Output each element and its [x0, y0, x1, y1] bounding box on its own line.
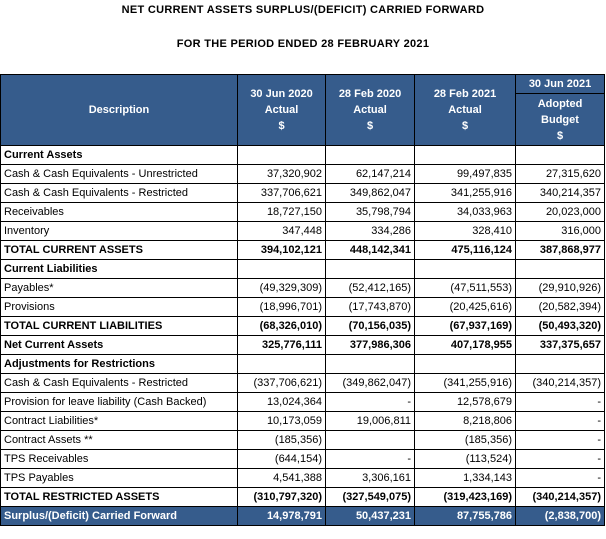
row-value: (68,326,010) — [238, 317, 326, 336]
row-value: 1,334,143 — [415, 469, 516, 488]
row-value — [516, 355, 605, 374]
row-value: 62,147,214 — [326, 165, 415, 184]
row-value: 340,214,357 — [516, 184, 605, 203]
header-adopted-label: Adopted — [537, 97, 583, 110]
table-row — [1, 165, 605, 184]
header-30jun2020-type: Actual — [264, 104, 299, 116]
row-label: Provision for leave liability (Cash Backed) — [1, 393, 238, 412]
row-label: Net Current Assets — [1, 336, 238, 355]
row-value: 475,116,124 — [415, 241, 516, 260]
section-header-row — [1, 260, 605, 279]
table-row — [1, 298, 605, 317]
table-header — [1, 75, 605, 146]
row-value: 20,023,000 — [516, 203, 605, 222]
row-label: Surplus/(Deficit) Carried Forward — [1, 507, 238, 526]
row-label: Payables* — [1, 279, 238, 298]
row-value: 325,776,111 — [238, 336, 326, 355]
row-value: (47,511,553) — [415, 279, 516, 298]
row-value — [326, 355, 415, 374]
row-value: 13,024,364 — [238, 393, 326, 412]
header-30jun2020-unit: $ — [278, 120, 285, 132]
row-value: 448,142,341 — [326, 241, 415, 260]
row-value: 387,868,977 — [516, 241, 605, 260]
row-label: Current Assets — [1, 146, 238, 165]
row-value: (50,493,320) — [516, 317, 605, 336]
table-body — [1, 146, 605, 526]
row-value: 337,706,621 — [238, 184, 326, 203]
header-30jun2021: 30 Jun 2021 — [516, 75, 605, 94]
row-value: (644,154) — [238, 450, 326, 469]
row-value: (349,862,047) — [326, 374, 415, 393]
row-value: 3,306,161 — [326, 469, 415, 488]
table-row — [1, 450, 605, 469]
row-value: 37,320,902 — [238, 165, 326, 184]
header-28feb2020-type: Actual — [353, 104, 387, 116]
row-value: 328,410 — [415, 222, 516, 241]
row-value: 347,448 — [238, 222, 326, 241]
row-label: Receivables — [1, 203, 238, 222]
row-value — [415, 355, 516, 374]
row-value — [415, 260, 516, 279]
row-label: TOTAL CURRENT ASSETS — [1, 241, 238, 260]
row-value: (52,412,165) — [326, 279, 415, 298]
row-value: 87,755,786 — [415, 507, 516, 526]
section-header-row — [1, 355, 605, 374]
table-row — [1, 222, 605, 241]
header-28feb2021 — [415, 75, 516, 146]
surplus-row — [1, 507, 605, 526]
row-value: (310,797,320) — [238, 488, 326, 507]
total-row — [1, 317, 605, 336]
row-value: 10,173,059 — [238, 412, 326, 431]
table-row — [1, 393, 605, 412]
report-title: NET CURRENT ASSETS SURPLUS/(DEFICIT) CARRIED FORWARD — [121, 4, 485, 16]
row-value: - — [516, 469, 605, 488]
row-label: Cash & Cash Equivalents - Unrestricted — [1, 165, 238, 184]
row-value — [326, 146, 415, 165]
header-28feb2020-unit: $ — [366, 120, 374, 132]
row-value: 12,578,679 — [415, 393, 516, 412]
row-value: - — [516, 412, 605, 431]
row-value: 334,286 — [326, 222, 415, 241]
table-row — [1, 184, 605, 203]
header-budget-label: Budget — [541, 113, 579, 126]
header-28feb2021-date: 28 Feb 2021 — [433, 88, 497, 100]
row-value — [326, 260, 415, 279]
row-value — [238, 355, 326, 374]
row-value: 394,102,121 — [238, 241, 326, 260]
row-value: 316,000 — [516, 222, 605, 241]
row-value: (340,214,357) — [516, 374, 605, 393]
row-value: 50,437,231 — [326, 507, 415, 526]
row-value: (327,549,075) — [326, 488, 415, 507]
row-label: Inventory — [1, 222, 238, 241]
table-row — [1, 374, 605, 393]
header-28feb2021-type: Actual — [448, 104, 482, 116]
row-value: (319,423,169) — [415, 488, 516, 507]
report-subtitle: FOR THE PERIOD ENDED 28 FEBRUARY 2021 — [176, 38, 430, 50]
row-value: (70,156,035) — [326, 317, 415, 336]
row-value: 377,986,306 — [326, 336, 415, 355]
row-label: TPS Payables — [1, 469, 238, 488]
row-value: (185,356) — [415, 431, 516, 450]
row-value: (17,743,870) — [326, 298, 415, 317]
row-value: 99,497,835 — [415, 165, 516, 184]
row-value: (29,910,926) — [516, 279, 605, 298]
row-value: (185,356) — [238, 431, 326, 450]
row-value — [415, 146, 516, 165]
table-row — [1, 412, 605, 431]
row-label: Cash & Cash Equivalents - Restricted — [1, 184, 238, 203]
row-value: 14,978,791 — [238, 507, 326, 526]
row-value: (2,838,700) — [516, 507, 605, 526]
row-value — [516, 146, 605, 165]
row-label: Current Liabilities — [1, 260, 238, 279]
row-value: 407,178,955 — [415, 336, 516, 355]
row-value — [238, 260, 326, 279]
row-value: 337,375,657 — [516, 336, 605, 355]
row-value: (67,937,169) — [415, 317, 516, 336]
table-row — [1, 431, 605, 450]
row-value: (18,996,701) — [238, 298, 326, 317]
row-value: 4,541,388 — [238, 469, 326, 488]
row-value: 35,798,794 — [326, 203, 415, 222]
row-label: TOTAL CURRENT LIABILITIES — [1, 317, 238, 336]
header-28feb2020 — [326, 75, 415, 146]
row-value: (340,214,357) — [516, 488, 605, 507]
row-label: Adjustments for Restrictions — [1, 355, 238, 374]
total-row — [1, 336, 605, 355]
row-value — [238, 146, 326, 165]
row-value: - — [326, 450, 415, 469]
total-row — [1, 241, 605, 260]
net-current-assets-table — [0, 74, 605, 526]
table-row — [1, 279, 605, 298]
row-value: (20,425,616) — [415, 298, 516, 317]
row-value: (113,524) — [415, 450, 516, 469]
row-value: 34,033,963 — [415, 203, 516, 222]
row-value: 8,218,806 — [415, 412, 516, 431]
row-label: TOTAL RESTRICTED ASSETS — [1, 488, 238, 507]
section-header-row — [1, 146, 605, 165]
header-description: Description — [1, 75, 238, 146]
row-label: Contract Liabilities* — [1, 412, 238, 431]
row-value: - — [516, 450, 605, 469]
header-28feb2020-date: 28 Feb 2020 — [338, 88, 402, 100]
row-value: 18,727,150 — [238, 203, 326, 222]
header-adopted-budget — [516, 94, 605, 146]
row-label: TPS Receivables — [1, 450, 238, 469]
row-value: 27,315,620 — [516, 165, 605, 184]
row-value: (341,255,916) — [415, 374, 516, 393]
row-value: - — [326, 393, 415, 412]
row-label: Cash & Cash Equivalents - Restricted — [1, 374, 238, 393]
row-value: - — [516, 393, 605, 412]
row-value — [326, 431, 415, 450]
row-value: - — [516, 431, 605, 450]
header-30jun2020-date: 30 Jun 2020 — [250, 88, 313, 100]
row-value: (20,582,394) — [516, 298, 605, 317]
table-row — [1, 203, 605, 222]
row-label: Provisions — [1, 298, 238, 317]
header-budget-unit: $ — [556, 129, 564, 142]
row-value: 19,006,811 — [326, 412, 415, 431]
row-label: Contract Assets ** — [1, 431, 238, 450]
row-value — [516, 260, 605, 279]
row-value: 349,862,047 — [326, 184, 415, 203]
row-value: (49,329,309) — [238, 279, 326, 298]
table-row — [1, 469, 605, 488]
row-value: (337,706,621) — [238, 374, 326, 393]
total-row — [1, 488, 605, 507]
row-value: 341,255,916 — [415, 184, 516, 203]
header-30jun2020 — [238, 75, 326, 146]
header-28feb2021-unit: $ — [461, 120, 469, 132]
